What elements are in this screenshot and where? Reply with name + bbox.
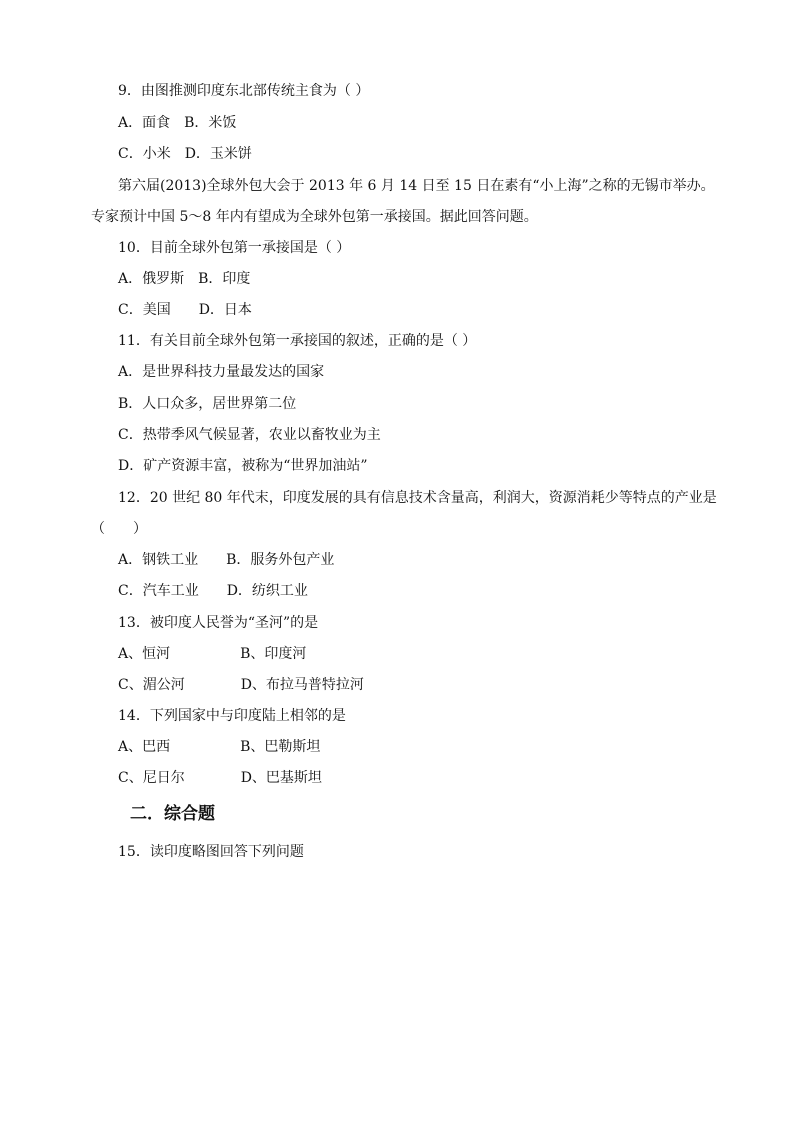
q11-option-c: C．热带季风气候显著，农业以畜牧业为主 [118,427,381,443]
q12-stem-line-1: 12．20 世纪 80 年代末，印度发展的具有信息技术含量高，利润大，资源消耗少等特点的产业是 [118,490,717,506]
passage-line-1: 第六届(2013)全球外包大会于 2013 年 6 月 14 日至 15 日在素有“小上海”之称的无锡市举办。 [118,178,715,194]
section-2-heading: 二．综合题 [130,804,215,824]
q9-options-ab: A．面食 B．米饭 [118,115,237,131]
q14-options-ab: A、巴西 B、巴勒斯坦 [118,739,321,755]
passage-line-2: 专家预计中国 5～8 年内有望成为全球外包第一承接国。据此回答问题。 [91,209,538,225]
q11-option-a: A．是世界科技力量最发达的国家 [118,364,325,380]
q10-options-ab: A．俄罗斯 B．印度 [118,271,251,287]
q11-option-d: D．矿产资源丰富，被称为“世界加油站” [118,458,368,474]
q14-stem: 14．下列国家中与印度陆上相邻的是 [118,708,346,724]
q12-stem-line-2: （ ） [91,521,147,537]
q14-options-cd: C、尼日尔 D、巴基斯坦 [118,770,322,786]
q13-stem: 13．被印度人民誉为“圣河”的是 [118,615,319,631]
q13-options-ab: A、恒河 B、印度河 [118,646,307,662]
q11-option-b: B．人口众多，居世界第二位 [118,396,297,412]
q10-options-cd: C．美国 D．日本 [118,302,252,318]
q9-stem: 9．由图推测印度东北部传统主食为（ ） [118,83,370,99]
q11-stem: 11．有关目前全球外包第一承接国的叙述，正确的是（ ） [118,333,477,349]
q15-stem: 15．读印度略图回答下列问题 [118,844,304,860]
q9-options-cd: C．小米 D．玉米饼 [118,146,252,162]
q13-options-cd: C、湄公河 D、布拉马普特拉河 [118,677,364,693]
q12-options-cd: C．汽车工业 D．纺织工业 [118,583,308,599]
q10-stem: 10．目前全球外包第一承接国是（ ） [118,240,351,256]
q12-options-ab: A．钢铁工业 B．服务外包产业 [118,552,335,568]
